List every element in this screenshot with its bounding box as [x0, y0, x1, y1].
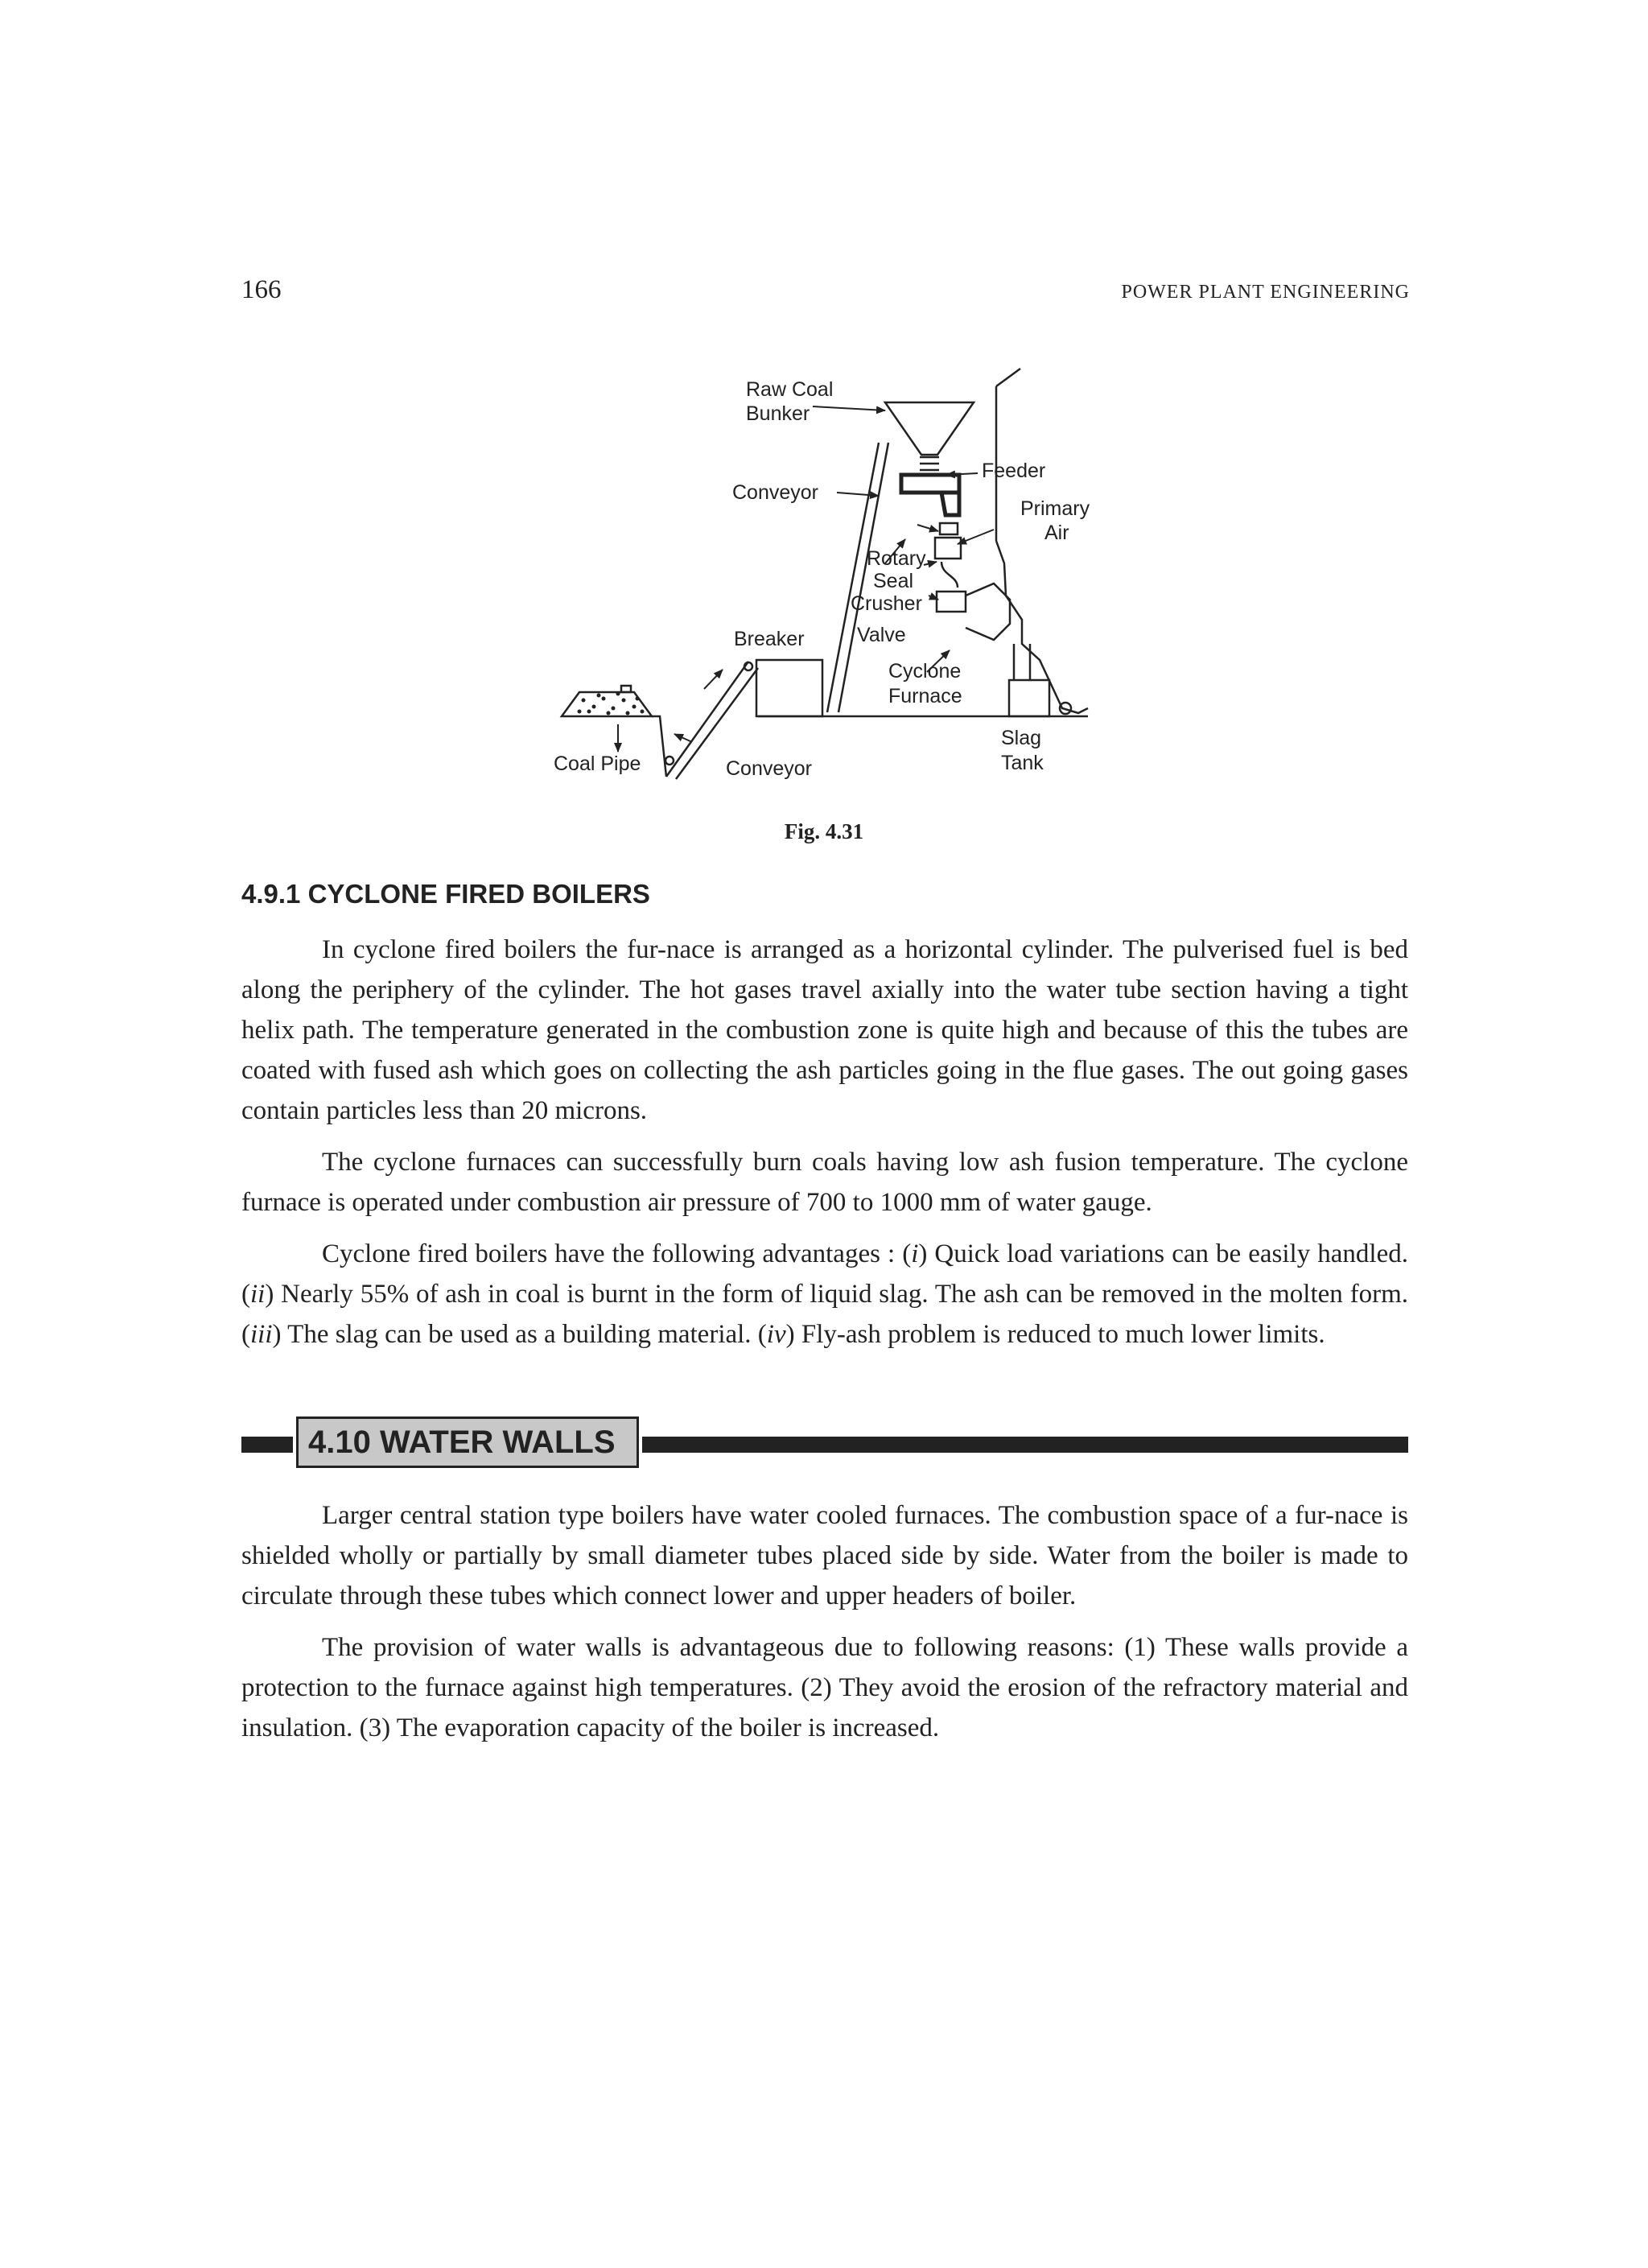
- label-conveyor-bottom: Conveyor: [726, 757, 812, 780]
- crusher-outlet: [941, 562, 958, 588]
- cyclone-boiler-figure: [547, 354, 1110, 805]
- label-tank: Tank: [1001, 752, 1044, 774]
- section-heading-410: 4.10 WATER WALLS: [296, 1416, 639, 1468]
- conveyor-line-1: [827, 443, 879, 712]
- feeder-shape: [901, 475, 959, 493]
- figure-caption: Fig. 4.31: [784, 819, 864, 843]
- conveyor-top-leader: [837, 493, 879, 496]
- cyclone-boiler-diagram: [547, 354, 1110, 805]
- coal-dots: [578, 692, 645, 715]
- furnace-outline: [1006, 596, 1088, 713]
- paragraph: The cyclone furnaces can successfully burn coals having low ash fusion temperature. The cyclone furnace is operated under combustion air pressure of 700 to 1000 mm of water gauge.: [241, 1148, 1408, 1217]
- paragraph-advantages: Cyclone fired boilers have the following advantages : (i) Quick load variations can be easily handled. (ii) Nearly 55% of ash in coal is burnt in the form of liquid slag. The ash can be removed in the molten form. (iii) The slag can be used as a building material. (iv) Fly-ash problem is reduced to much lower limits.: [241, 1239, 1408, 1349]
- label-feeder: Feeder: [982, 460, 1046, 482]
- label-rotary: Rotary: [867, 547, 926, 570]
- cyclone-furnace-shape: [966, 583, 1010, 640]
- label-slag: Slag: [1001, 727, 1042, 749]
- rotary-seal-leader: [917, 525, 938, 531]
- paragraph: In cyclone fired boilers the fur-nace is arranged as a horizontal cylinder. The pulverised fuel is bed along the periphery of the cylinder. The hot gases travel axially into the water tube section having a tight helix path. The temperature generated in the combustion zone is quite high and because of this the tubes are coated with fused ash which goes on collecting the ash particles going in the flue gases. The out going gases contain particles less than 20 microns.: [241, 935, 1408, 1125]
- label-conveyor-top: Conveyor: [732, 481, 818, 504]
- label-cyclone: Cyclone: [888, 660, 962, 682]
- label-furnace: Furnace: [888, 685, 962, 707]
- bottom-conveyor-arrow: [704, 670, 723, 689]
- label-primary: Primary: [1020, 497, 1090, 520]
- label-coal-pipe: Coal Pipe: [554, 753, 641, 775]
- crusher-shape: [935, 538, 961, 559]
- bottom-conveyor-leader: [674, 734, 692, 742]
- breaker-shape: [756, 660, 822, 716]
- label-crusher: Crusher: [851, 592, 922, 615]
- stack-top-line: [996, 369, 1020, 386]
- slag-tank-shape: [1009, 680, 1049, 716]
- rotary-seal-shape: [940, 523, 958, 534]
- raw-coal-bunker-shape: [885, 402, 974, 455]
- label-bunker: Bunker: [746, 402, 810, 425]
- paragraph: The provision of water walls is advantageous due to following reasons: (1) These walls provide a protection to the furnace against high temperatures. (2) They avoid the erosion of the refractory material and insulation. (3) The evaporation capacity of the boiler is increased.: [241, 1633, 1408, 1742]
- section-heading-491: 4.9.1 CYCLONE FIRED BOILERS: [241, 879, 650, 909]
- section-410-body: [241, 1495, 1408, 1759]
- bunker-throat: [920, 457, 939, 470]
- valve-shape: [937, 592, 966, 612]
- paragraph: Larger central station type boilers have water cooled furnaces. The combustion space of a fur-nace is shielded wholly or partially by small diameter tubes placed side by side. Water from the boiler is made to circulate through these tubes which connect lower and upper headers of boiler.: [241, 1501, 1408, 1610]
- running-head: POWER PLANT ENGINEERING: [1121, 282, 1410, 303]
- section-491-body: [241, 930, 1408, 1366]
- primary-air-leader: [958, 530, 994, 544]
- bunker-leader: [813, 406, 885, 410]
- label-seal: Seal: [873, 570, 914, 592]
- label-breaker: Breaker: [734, 628, 805, 650]
- page-number: 166: [241, 275, 282, 304]
- label-raw-coal: Raw Coal: [746, 378, 834, 401]
- label-air: Air: [1044, 522, 1069, 544]
- label-valve: Valve: [857, 624, 906, 646]
